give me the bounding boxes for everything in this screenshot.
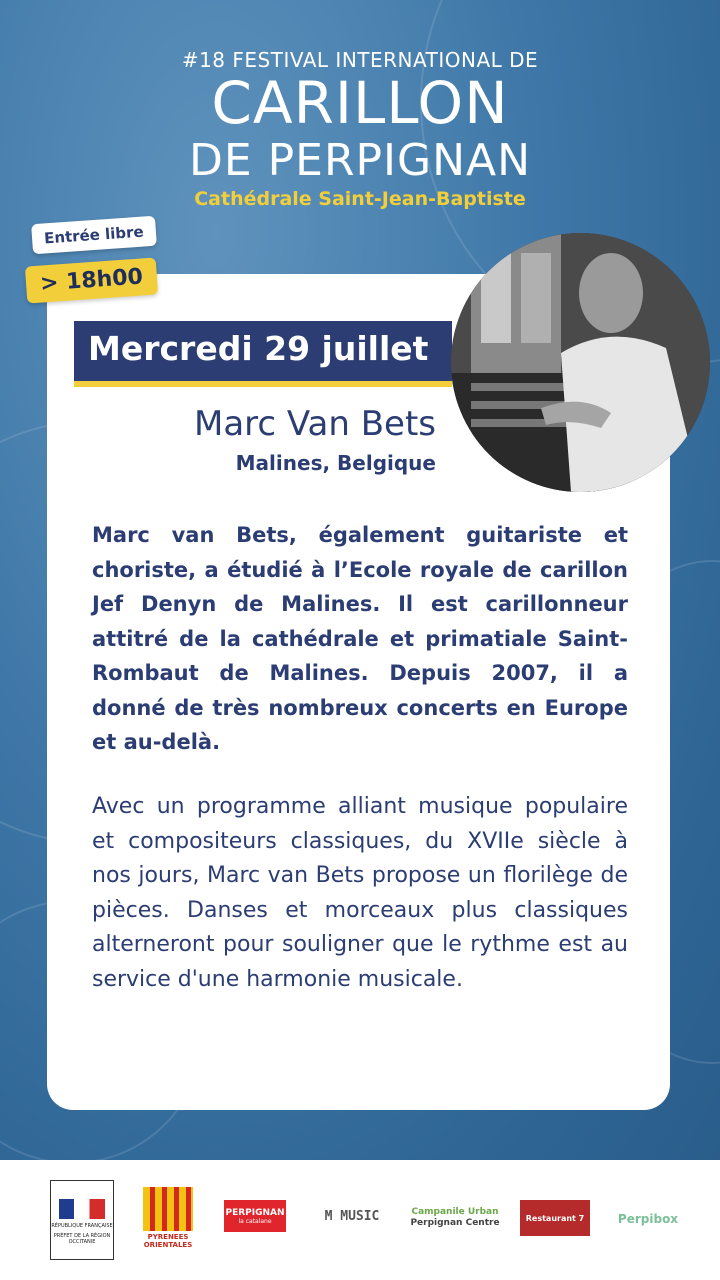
festival-title-line2: DE PERPIGNAN: [188, 135, 532, 186]
catalan-flag-icon: [143, 1187, 193, 1231]
sponsor-footer: [0, 1160, 720, 1280]
prefet-logo: [50, 1180, 114, 1260]
artist-origin: Malines, Belgique: [235, 451, 436, 475]
perpibox-logo: Perpibox: [617, 1212, 679, 1226]
festival-title-line1: CARILLON: [211, 69, 509, 137]
campanile-label: Campanile Urban: [411, 1207, 499, 1217]
entry-badge: Entrée libre: [31, 216, 156, 255]
artist-name: Marc Van Bets: [193, 404, 436, 444]
date-banner: [74, 321, 452, 381]
campanile-sub-label: Perpignan Centre: [410, 1218, 500, 1228]
time-badge: > 18h00: [25, 257, 158, 303]
perpignan-sub-label: la catalane: [238, 1217, 272, 1225]
artist-photo: [451, 233, 710, 492]
program-description: Avec un programme alliant musique populaire et compositeurs classiques, du XVIIe siècle à nos jours, Marc van Bets propose un florilège de pièces. Danses et morceaux plus classiques alterneront pour souligner que le rythme est au service d'une harmonie musicale.: [92, 794, 628, 992]
pyrenees-orientales-logo: [140, 1182, 196, 1254]
prefet-label: PRÉFET DE LA RÉGION OCCITANIE: [53, 1233, 111, 1245]
festival-edition: #18 FESTIVAL INTERNATIONAL DE: [181, 48, 539, 72]
date-underline: [74, 381, 452, 387]
artist-bio: Marc van Bets, également guitariste et choriste, a étudié à l’Ecole royale de carillon Jef Denyn de Malines. Il est carillonneur attitré de la cathédrale et primatiale Saint-Rombaut de Malines. Depuis 2007, il a donné de très nombreux concerts en Europe et au-delà.: [92, 523, 628, 754]
campanile-logo: [410, 1204, 500, 1232]
venue-subtitle: Cathédrale Saint-Jean-Baptiste: [194, 188, 526, 210]
pyrenees-label: PYRENEES ORIENTALES: [143, 1233, 193, 1249]
perpignan-logo: [224, 1200, 286, 1232]
republique-label: RÉPUBLIQUE FRANÇAISE: [51, 1223, 113, 1229]
music-logo: M MUSIC: [324, 1208, 380, 1224]
marianne-flag-icon: [59, 1199, 105, 1219]
perpignan-label: PERPIGNAN: [225, 1207, 285, 1218]
restaurant-logo: Restaurant 7: [520, 1200, 590, 1236]
event-date: Mercredi 29 juillet: [88, 329, 429, 368]
